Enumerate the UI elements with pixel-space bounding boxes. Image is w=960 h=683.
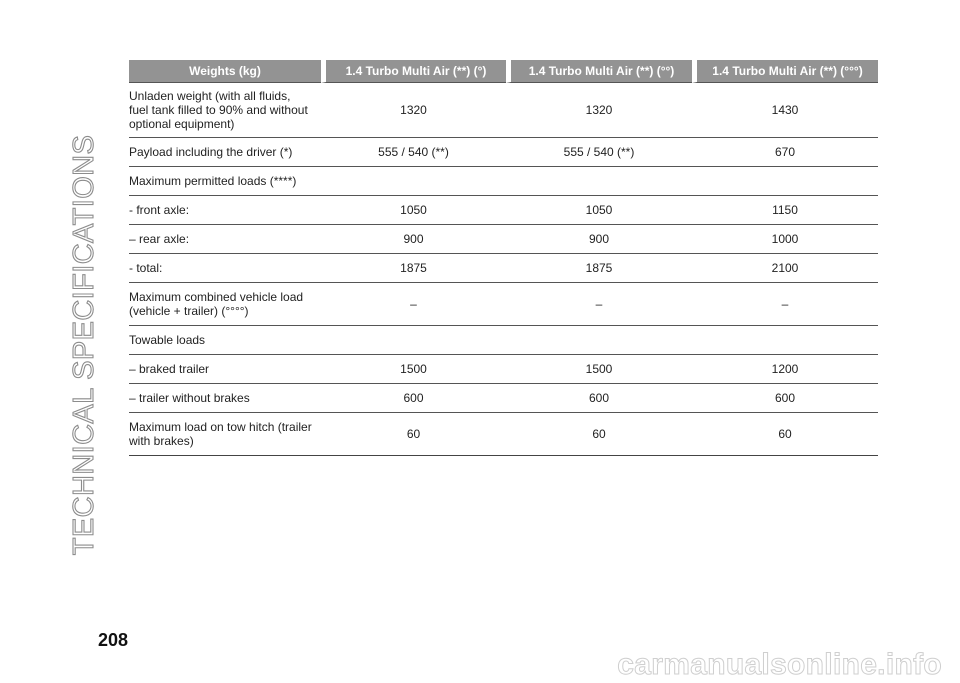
table-row <box>129 196 878 225</box>
row-value: 900 <box>506 225 692 254</box>
row-label: - front axle: <box>129 196 321 225</box>
row-value: 670 <box>692 138 878 167</box>
header-engine-3: 1.4 Turbo Multi Air (**) (°°°) <box>692 60 878 83</box>
row-value: 1050 <box>506 196 692 225</box>
header-engine-2: 1.4 Turbo Multi Air (**) (°°) <box>506 60 692 83</box>
row-value: 1150 <box>692 196 878 225</box>
table-row <box>129 326 878 355</box>
table-row <box>129 225 878 254</box>
row-label: Payload including the driver (*) <box>129 138 321 167</box>
row-value: 555 / 540 (**) <box>321 138 506 167</box>
row-label: Maximum combined vehicle load (vehicle + trailer) (°°°°) <box>129 283 321 326</box>
row-value: 1430 <box>692 83 878 138</box>
row-label: Towable loads <box>129 326 321 355</box>
row-value <box>506 167 692 196</box>
header-engine-1: 1.4 Turbo Multi Air (**) (°) <box>321 60 506 83</box>
row-label: - total: <box>129 254 321 283</box>
row-value: 555 / 540 (**) <box>506 138 692 167</box>
table-row <box>129 138 878 167</box>
row-value: 1875 <box>321 254 506 283</box>
header-weights: Weights (kg) <box>129 60 321 83</box>
row-label: Maximum load on tow hitch (trailer with brakes) <box>129 413 321 456</box>
row-value: 1320 <box>321 83 506 138</box>
row-value: 600 <box>692 384 878 413</box>
table-row <box>129 384 878 413</box>
row-label: Unladen weight (with all fluids, fuel tank filled to 90% and without optional equipment) <box>129 83 321 138</box>
row-value: 1875 <box>506 254 692 283</box>
watermark-text: carmanualsonline.info <box>617 648 942 681</box>
table-header-row <box>129 60 878 83</box>
row-value: – <box>321 283 506 326</box>
page-number: 208 <box>98 630 129 650</box>
table-row <box>129 413 878 456</box>
table-row <box>129 283 878 326</box>
row-value: 600 <box>321 384 506 413</box>
row-value <box>321 167 506 196</box>
row-label: – rear axle: <box>129 225 321 254</box>
row-value: 1000 <box>692 225 878 254</box>
row-value: 900 <box>321 225 506 254</box>
section-title-vertical: TECHNICAL SPECIFICATIONS <box>68 134 100 556</box>
row-value: 60 <box>692 413 878 456</box>
row-value: 2100 <box>692 254 878 283</box>
row-value <box>692 326 878 355</box>
table-row <box>129 167 878 196</box>
row-value: – <box>692 283 878 326</box>
table-row <box>129 83 878 138</box>
weights-table <box>129 60 878 456</box>
row-value: – <box>506 283 692 326</box>
row-value: 600 <box>506 384 692 413</box>
table-row <box>129 254 878 283</box>
table-row <box>129 355 878 384</box>
row-label: – trailer without brakes <box>129 384 321 413</box>
row-value: 60 <box>506 413 692 456</box>
row-label: Maximum permitted loads (****) <box>129 167 321 196</box>
row-label: – braked trailer <box>129 355 321 384</box>
row-value <box>506 326 692 355</box>
row-value: 1050 <box>321 196 506 225</box>
row-value: 1500 <box>506 355 692 384</box>
row-value: 1500 <box>321 355 506 384</box>
row-value: 1320 <box>506 83 692 138</box>
row-value: 60 <box>321 413 506 456</box>
row-value <box>692 167 878 196</box>
row-value: 1200 <box>692 355 878 384</box>
row-value <box>321 326 506 355</box>
